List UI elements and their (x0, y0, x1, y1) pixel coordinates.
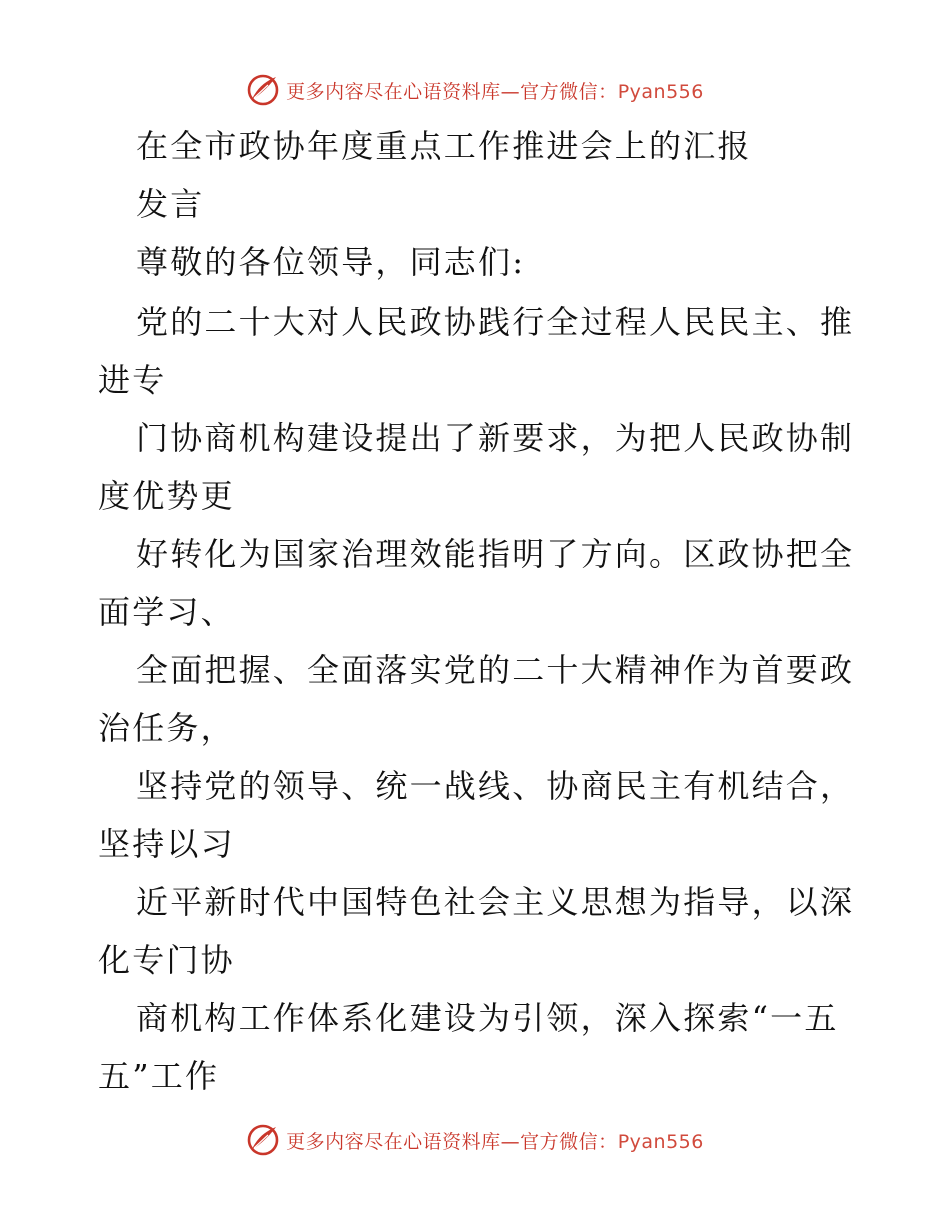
watermark-wechat-handle: Pyan556 (617, 80, 704, 103)
paragraph-line: 进专 (98, 361, 167, 399)
paragraph-line: 门协商机构建设提出了新要求，为把人民政协制 (136, 419, 855, 457)
watermark-wechat-handle: Pyan556 (617, 1130, 704, 1153)
paragraph-line: 近平新时代中国特色社会主义思想为指导，以深 (136, 883, 855, 921)
paragraph-line: 度优势更 (98, 477, 235, 515)
watermark-brand: 更多内容尽在心语资料库 (286, 80, 501, 103)
watermark-text (286, 77, 704, 104)
document-title-line-1: 在全市政协年度重点工作推进会上的汇报 (136, 127, 752, 165)
watermark-dash: — (500, 1130, 521, 1153)
watermark-text (286, 1127, 704, 1154)
watermark-wechat-label: 官方微信： (520, 1130, 618, 1153)
paragraph-line: 党的二十大对人民政协践行全过程人民民主、推 (136, 303, 855, 341)
paragraph-line: 治任务， (98, 709, 235, 747)
paragraph-line: 好转化为国家治理效能指明了方向。区政协把全 (136, 535, 855, 573)
feather-pen-circle-icon (246, 73, 280, 107)
document-title-line-2: 发言 (136, 185, 205, 223)
watermark-brand: 更多内容尽在心语资料库 (286, 1130, 501, 1153)
watermark-wechat-label: 官方微信： (520, 80, 618, 103)
salutation: 尊敬的各位领导，同志们: (136, 243, 526, 281)
paragraph-line: 商机构工作体系化建设为引领，深入探索“一五 (136, 999, 839, 1037)
paragraph-line: 全面把握、全面落实党的二十大精神作为首要政 (136, 651, 855, 689)
paragraph-line: 五”工作 (98, 1057, 220, 1095)
paragraph-line: 化专门协 (98, 941, 235, 979)
paragraph-line: 面学习、 (98, 593, 235, 631)
paragraph-line: 坚持党的领导、统一战线、协商民主有机结合， (136, 767, 855, 805)
header-watermark (0, 70, 950, 110)
feather-pen-circle-icon (246, 1123, 280, 1157)
paragraph-line: 坚持以习 (98, 825, 235, 863)
footer-watermark (0, 1120, 950, 1160)
watermark-dash: — (500, 80, 521, 103)
